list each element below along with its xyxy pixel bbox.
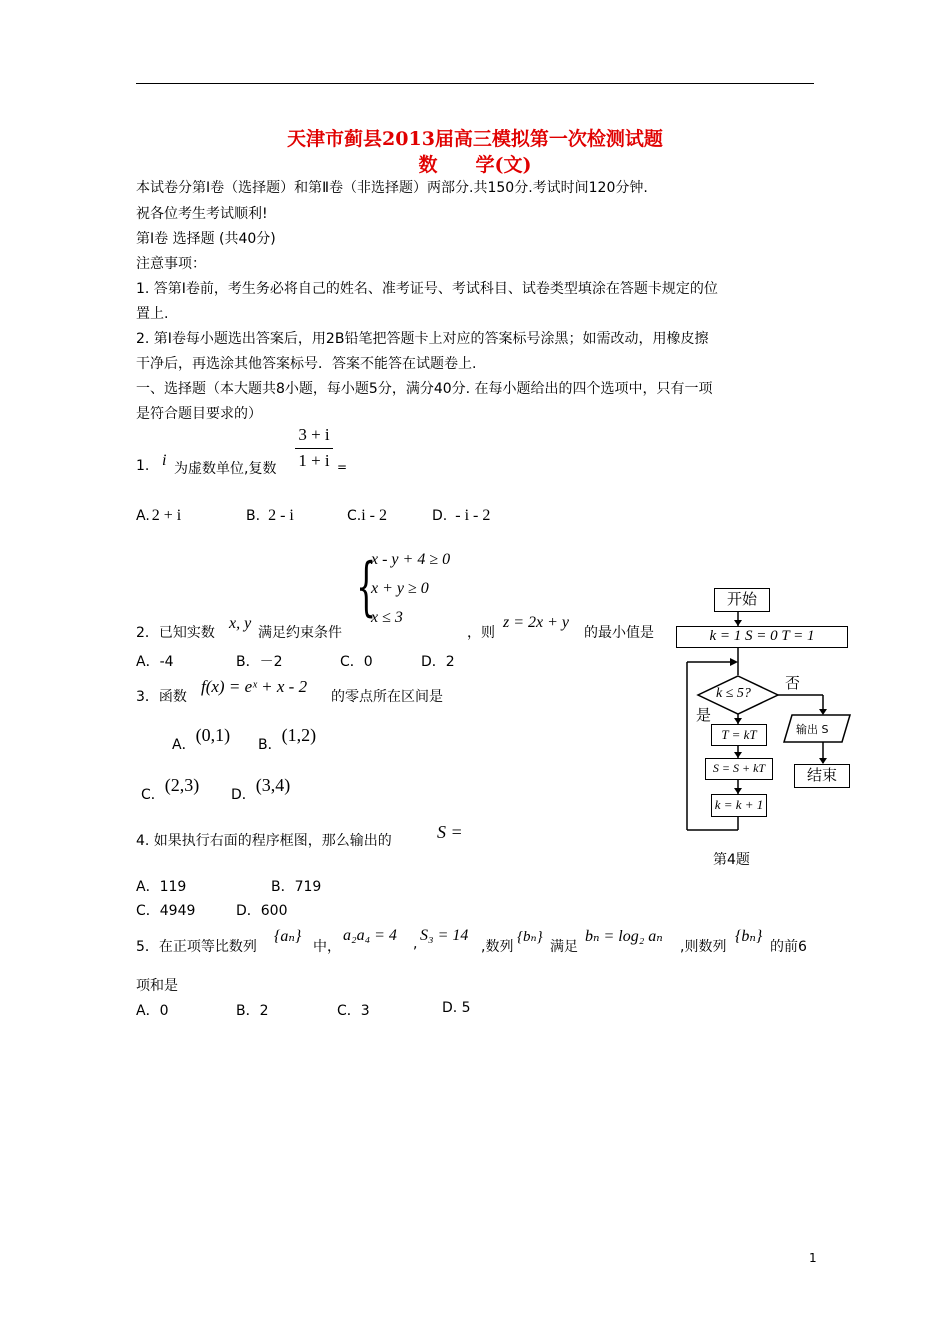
header-rule — [136, 83, 814, 84]
flow-output: 输出 S — [796, 723, 829, 736]
q1-option-d: D. - i - 2 — [432, 507, 491, 524]
q4-option-c: C．4949 — [136, 903, 196, 919]
q5-t2: ,数列 — [481, 939, 514, 955]
q1-num: 1. — [136, 458, 150, 474]
flow-init: k = 1 S = 0 T = 1 — [676, 626, 848, 648]
q5-option-b: B．2 — [236, 1003, 269, 1019]
intro-line3: 第Ⅰ卷 选择题 (共40分) — [136, 231, 276, 247]
q5-t3: 满足 — [550, 939, 578, 955]
q5-line2: 项和是 — [136, 978, 178, 994]
q2-option-d: D．2 — [421, 654, 455, 670]
intro-line1: 本试卷分第Ⅰ卷（选择题）和第Ⅱ卷（非选择题）两部分.共150分.考试时间120分钟. — [136, 180, 648, 196]
intro-line2: 祝各位考生考试顺利! — [136, 206, 268, 222]
intro-line4: 注意事项： — [136, 256, 206, 272]
q2-vars: x, y — [229, 615, 252, 632]
exam-title: 天津市蓟县2013届高三模拟第一次检测试题 — [287, 128, 663, 150]
q2-option-a: A．-4 — [136, 654, 174, 670]
q2-constraint-1: x - y + 4 ≥ 0 — [371, 551, 451, 568]
q1-text: 为虚数单位,复数 — [174, 461, 277, 477]
q2-brace: { — [356, 550, 377, 624]
q4-option-a: A．119 — [136, 879, 187, 895]
flow-yes-label: 是 — [696, 706, 712, 724]
q2-text2: ，则 — [467, 625, 495, 641]
q1-option-a: A. 2 + i — [136, 507, 182, 524]
q2-expr: z = 2x + y — [503, 614, 570, 631]
flow-start: 开始 — [714, 588, 770, 612]
q2-text1: 满足约束条件 — [258, 625, 342, 641]
q2-constraint-3: x ≤ 3 — [371, 609, 403, 626]
q1-numerator: 3 + i — [298, 425, 330, 444]
flow-step3: k = k + 1 — [711, 794, 767, 817]
q1-denominator: 1 + i — [298, 451, 330, 470]
q2-constraint-2: x + y ≥ 0 — [371, 580, 429, 597]
q5-cond2: S₃ = 14 — [420, 927, 469, 944]
q4-expr: S = — [437, 822, 463, 842]
flowchart — [670, 580, 860, 840]
q3-option-a: A．(0,1) — [172, 725, 231, 753]
q2-text3: 的最小值是 — [584, 625, 654, 641]
q3-text: 的零点所在区间是 — [331, 689, 443, 705]
note1b: 置上. — [136, 306, 169, 322]
note1a: 1. 答第Ⅰ卷前，考生务必将自己的姓名、准考证号、考试科目、试卷类型填涂在答题卡规定的位 — [136, 281, 718, 297]
section1b: 是符合题目要求的） — [136, 406, 262, 422]
q5-seq-b: {bₙ} — [517, 929, 543, 945]
flowchart-caption: 第4题 — [713, 852, 750, 868]
exam-subject: 数 学(文) — [418, 154, 532, 176]
page-number: 1 — [809, 1251, 817, 1265]
q5-option-d: D. 5 — [442, 1000, 471, 1016]
q1-fraction-bar — [295, 448, 333, 449]
q5-seq-b2: {bₙ} — [735, 928, 763, 945]
q2-option-c: C．0 — [340, 654, 373, 670]
q5-t1: 中， — [313, 939, 341, 955]
flow-step1: T = kT — [711, 724, 767, 746]
q3-num: 3．函数 — [136, 689, 187, 705]
q2-option-b: B．－2 — [236, 654, 283, 670]
q5-comma: , — [413, 936, 418, 952]
q3-option-c: C．(2,3) — [141, 775, 200, 803]
flow-no-label: 否 — [785, 674, 801, 692]
section1a: 一、选择题（本大题共8小题，每小题5分，满分40分. 在每小题给出的四个选项中，只有一项 — [136, 381, 713, 397]
flow-condition: k ≤ 5? — [716, 686, 751, 701]
flow-step2: S = S + kT — [705, 758, 773, 780]
note2a: 2. 第Ⅰ卷每小题选出答案后，用2B铅笔把答题卡上对应的答案标号涂黑；如需改动，用橡皮擦 — [136, 331, 709, 347]
q5-option-c: C．3 — [337, 1003, 370, 1019]
q1-option-b: B. 2 - i — [246, 507, 294, 524]
note2b: 干净后，再选涂其他答案标号．答案不能答在试题卷上. — [136, 356, 477, 372]
q3-option-b: B．(1,2) — [258, 725, 317, 753]
q5-seq-a: {aₙ} — [274, 928, 302, 945]
q5-option-a: A．0 — [136, 1003, 169, 1019]
q4-option-d: D．600 — [236, 903, 288, 919]
q1-option-c: C.i - 2 — [347, 507, 388, 524]
q2-num: 2．已知实数 — [136, 625, 215, 641]
q5-num: 5．在正项等比数列 — [136, 939, 257, 955]
q5-t4: ,则数列 — [680, 939, 727, 955]
q4-option-b: B．719 — [271, 879, 322, 895]
q5-t5: 的前6 — [770, 939, 807, 955]
q5-cond3: bₙ = log₂ aₙ — [585, 928, 663, 945]
q1-var: i — [162, 452, 167, 469]
q3-expr: f(x) = eˣ + x - 2 — [201, 677, 308, 696]
flow-end: 结束 — [794, 764, 850, 788]
q4-text: 4. 如果执行右面的程序框图，那么输出的 — [136, 833, 392, 849]
q5-cond1: a₂a₄ = 4 — [343, 927, 397, 944]
q3-option-d: D．(3,4) — [231, 775, 291, 803]
q1-eq: = — [337, 460, 348, 474]
